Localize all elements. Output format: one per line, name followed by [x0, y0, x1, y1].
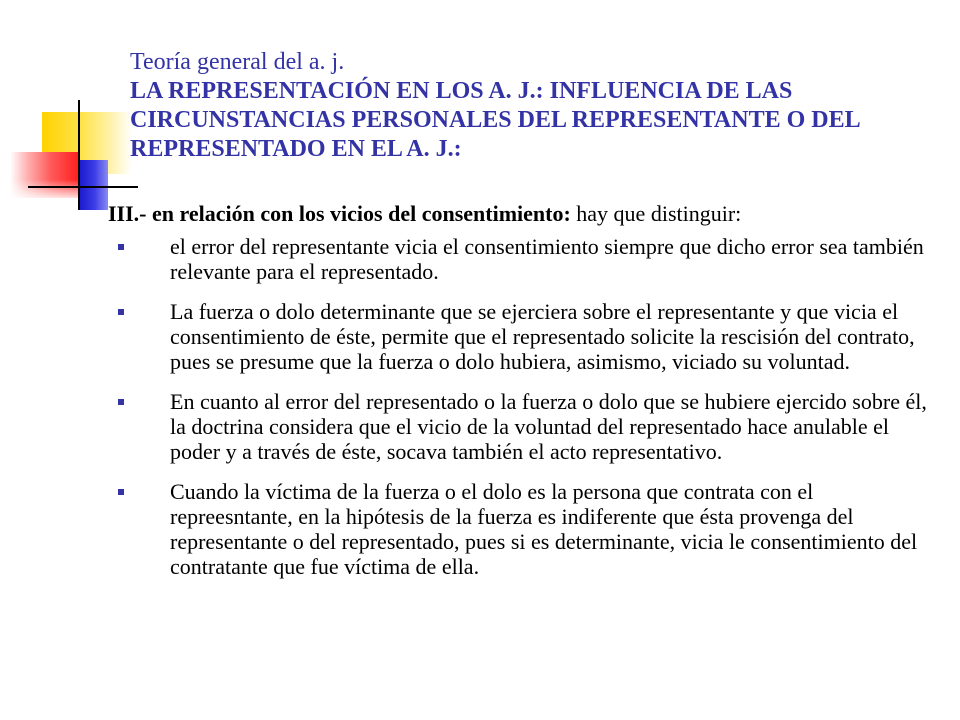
- bullet-item: [108, 389, 928, 464]
- bullet-square-icon: [118, 309, 124, 315]
- bullet-list: [108, 234, 928, 579]
- intro-rest: hay que distinguir:: [570, 201, 742, 226]
- title-heading: LA REPRESENTACIÓN EN LOS A. J.: INFLUENCIA DE LAS CIRCUNSTANCIAS PERSONALES DEL REPRESENTANTE O DEL REPRESENTADO EN EL A. J.:: [130, 78, 860, 162]
- bullet-text: En cuanto al error del representado o la fuerza o dolo que se hubiere ejercido sobre él, la doctrina considera que el vicio de la voluntad del representado hace anulable el poder y a través de éste, socava también el acto representativo.: [170, 389, 927, 464]
- bullet-text: La fuerza o dolo determinante que se ejerciera sobre el representante y que vicia el consentimiento de éste, permite que el representado solicite la rescisión del contrato, pues se presume que la fuerza o dolo hubiera, asimismo, viciado su voluntad.: [170, 299, 915, 374]
- bullet-text: Cuando la víctima de la fuerza o el dolo es la persona que contrata con el repreesntante, en la hipótesis de la fuerza es indiferente que ésta provenga del representante o del representado, pues si es determinante, vicia le consentimiento del contratante que fue víctima de ella.: [170, 479, 918, 579]
- decor-vertical-line: [78, 100, 80, 210]
- bullet-square-icon: [118, 399, 124, 405]
- bullet-square-icon: [118, 244, 124, 250]
- intro-bold: III.- en relación con los vicios del consentimiento:: [108, 201, 571, 226]
- title-subject: Teoría general del a. j.: [130, 49, 345, 75]
- bullet-text: el error del representante vicia el consentimiento siempre que dicho error sea también relevante para el representado.: [170, 234, 924, 284]
- slide-body: [108, 201, 928, 594]
- bullet-item: [108, 299, 928, 374]
- decor-horizontal-line: [28, 186, 138, 188]
- intro-paragraph: [108, 201, 928, 226]
- decor-blue-block: [80, 160, 108, 210]
- slide-title: [130, 48, 930, 164]
- bullet-square-icon: [118, 489, 124, 495]
- bullet-item: [108, 479, 928, 579]
- decor-red-fade: [10, 152, 78, 198]
- bullet-item: [108, 234, 928, 284]
